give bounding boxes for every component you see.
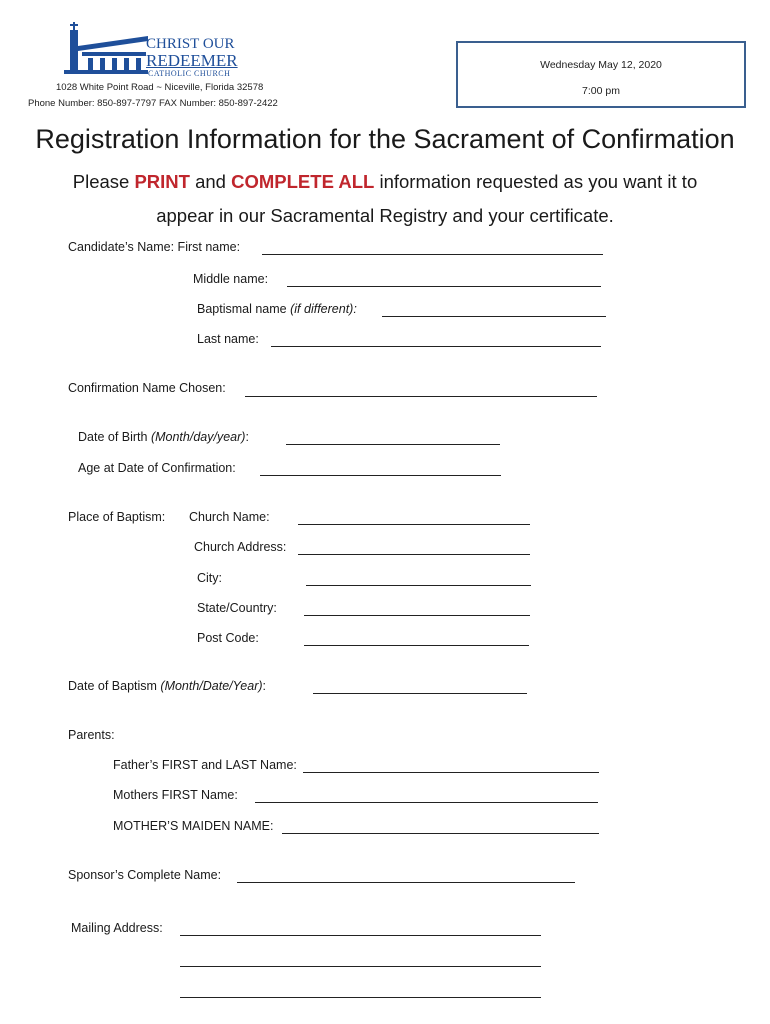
dob-label (78, 430, 249, 444)
date-of-baptism-colon: : (262, 679, 267, 693)
logo-line-1: CHRIST OUR (146, 36, 235, 52)
state-country-label: State/Country: (197, 601, 277, 615)
candidate-first-name-label: Candidate’s Name: First name: (68, 240, 241, 254)
middle-name-field[interactable] (287, 286, 601, 287)
date-of-baptism-field[interactable] (313, 693, 527, 694)
instructions-pre: Please (72, 171, 135, 192)
last-name-label: Last name: (197, 332, 259, 346)
mailing-address-line-2[interactable] (180, 966, 541, 967)
church-address-field[interactable] (298, 554, 530, 555)
age-label: Age at Date of Confirmation: (78, 461, 236, 475)
parents-label: Parents: (68, 728, 115, 742)
post-code-field[interactable] (304, 645, 529, 646)
confirmation-name-label: Confirmation Name Chosen: (68, 381, 226, 395)
last-name-field[interactable] (271, 346, 601, 347)
city-label: City: (197, 571, 222, 585)
page-title: Registration Information for the Sacrament of Confirmation (35, 124, 735, 154)
age-field[interactable] (260, 475, 501, 476)
baptismal-name-label (197, 302, 357, 316)
church-name-field[interactable] (298, 524, 530, 525)
dob-colon: : (245, 430, 249, 444)
instructions-post: information requested as you want it to (374, 171, 698, 192)
candidate-first-name-field[interactable] (262, 254, 603, 255)
city-field[interactable] (306, 585, 531, 586)
event-time: 7:00 pm (582, 85, 620, 97)
sponsor-name-label: Sponsor’s Complete Name: (68, 868, 222, 882)
logo-line-3: CATHOLIC CHURCH (148, 69, 231, 78)
baptismal-name-field[interactable] (382, 316, 606, 317)
church-contact: Phone Number: 850-897-7797 FAX Number: 850-897-2422 (28, 98, 278, 109)
mother-name-label: Mothers FIRST Name: (113, 788, 238, 802)
church-logo-icon (60, 20, 152, 78)
father-name-field[interactable] (303, 772, 599, 773)
logo-line-2: REDEEMER (146, 51, 238, 70)
event-date: Wednesday May 12, 2020 (540, 59, 662, 71)
mailing-address-label: Mailing Address: (71, 921, 163, 935)
mother-maiden-name-field[interactable] (282, 833, 599, 834)
confirmation-name-field[interactable] (245, 396, 597, 397)
state-country-field[interactable] (304, 615, 530, 616)
instructions-line-2: appear in our Sacramental Registry and your certificate. (156, 205, 614, 226)
instructions-line-1 (0, 171, 770, 193)
place-of-baptism-label: Place of Baptism: (68, 510, 166, 524)
mother-maiden-name-label: MOTHER’S MAIDEN NAME: (113, 819, 274, 833)
sponsor-name-field[interactable] (237, 882, 575, 883)
print-emphasis: PRINT (134, 171, 190, 192)
mailing-address-line-3[interactable] (180, 997, 541, 998)
dob-note: (Month/day/year) (150, 430, 246, 444)
dob-text: Date of Birth (78, 430, 151, 444)
church-address-label: Church Address: (194, 540, 287, 554)
event-date-box (456, 41, 746, 108)
date-of-baptism-note: (Month/Date/Year) (160, 679, 263, 693)
baptismal-name-text: Baptismal name (197, 302, 291, 316)
date-of-baptism-text: Date of Baptism (68, 679, 161, 693)
date-of-baptism-label (68, 679, 266, 693)
middle-name-label: Middle name: (193, 272, 269, 286)
father-name-label: Father’s FIRST and LAST Name: (113, 758, 297, 772)
instructions-mid: and (189, 171, 232, 192)
mailing-address-line-1[interactable] (180, 935, 541, 936)
church-logo (60, 20, 240, 80)
dob-field[interactable] (286, 444, 500, 445)
complete-all-emphasis: COMPLETE ALL (231, 171, 375, 192)
baptismal-name-note: (if different): (290, 302, 357, 316)
mother-name-field[interactable] (255, 802, 598, 803)
church-name-label: Church Name: (189, 510, 270, 524)
post-code-label: Post Code: (197, 631, 259, 645)
church-address: 1028 White Point Road ~ Niceville, Florida 32578 (56, 82, 264, 93)
